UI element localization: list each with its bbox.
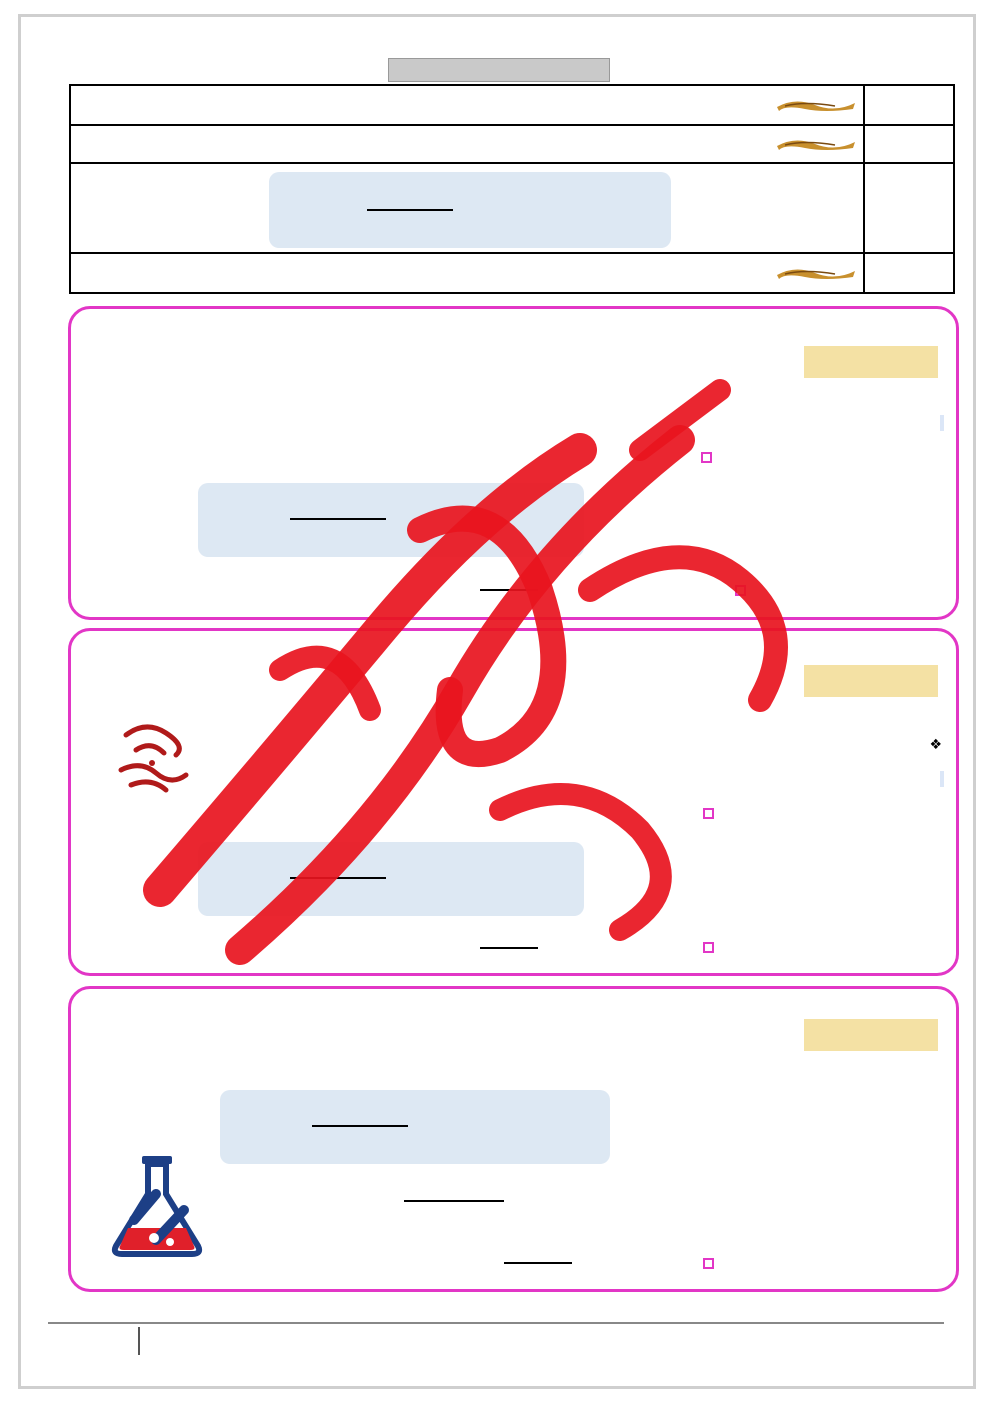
page-number [100, 1327, 140, 1355]
law-formula-box [269, 172, 671, 248]
checkbox-bullet-icon [703, 942, 714, 953]
row-head [863, 86, 953, 124]
definition-row [71, 86, 953, 126]
author-badge [804, 346, 938, 378]
checkbox-bullet-icon [703, 1258, 714, 1269]
step-calculation [697, 449, 712, 465]
example-formula-box [220, 1090, 610, 1164]
row-head [863, 126, 953, 162]
author-badge [804, 1019, 938, 1051]
example-formula-box [198, 483, 584, 557]
final-fraction [504, 1244, 572, 1284]
fraction-line [367, 209, 453, 211]
frame-top [18, 14, 976, 17]
footer-rule [48, 1322, 944, 1324]
frame-right [973, 14, 976, 1389]
example-formula-box [198, 842, 584, 916]
frame-bottom [18, 1386, 976, 1389]
result-fraction [480, 572, 538, 612]
definition-table [69, 84, 955, 294]
row-head [863, 254, 953, 292]
author-badge [804, 665, 938, 697]
row-head [863, 164, 953, 252]
formula-fraction [367, 184, 453, 238]
flask-logo [94, 1150, 224, 1290]
flask-icon [94, 1150, 224, 1260]
top-sticker-row [42, 20, 952, 56]
result-label [731, 582, 746, 598]
step-find-solution-volume [940, 415, 944, 431]
final-label [699, 1255, 714, 1271]
definition-row [71, 126, 953, 164]
frame-left [18, 14, 21, 1389]
definition-row [71, 254, 953, 292]
brush-stroke-icon [775, 134, 857, 154]
brush-stroke-icon [775, 95, 857, 115]
definition-row [71, 164, 953, 254]
signature-icon [106, 715, 198, 805]
relation-highlight [940, 415, 944, 431]
brush-stroke-icon [775, 263, 857, 283]
signature-stamp [106, 715, 198, 805]
checkbox-bullet-icon [735, 585, 746, 596]
step-find-solution-volume [940, 771, 944, 787]
section-title [388, 58, 610, 82]
result-label [699, 939, 714, 955]
note-line: ❖ [929, 737, 942, 753]
checkbox-bullet-icon [701, 452, 712, 463]
result-fraction [480, 930, 538, 970]
relation-highlight [940, 771, 944, 787]
checkbox-bullet-icon [703, 808, 714, 819]
substitute-fraction [404, 1176, 504, 1230]
left-sticker-column [24, 66, 58, 1296]
step-calculation [699, 805, 714, 821]
